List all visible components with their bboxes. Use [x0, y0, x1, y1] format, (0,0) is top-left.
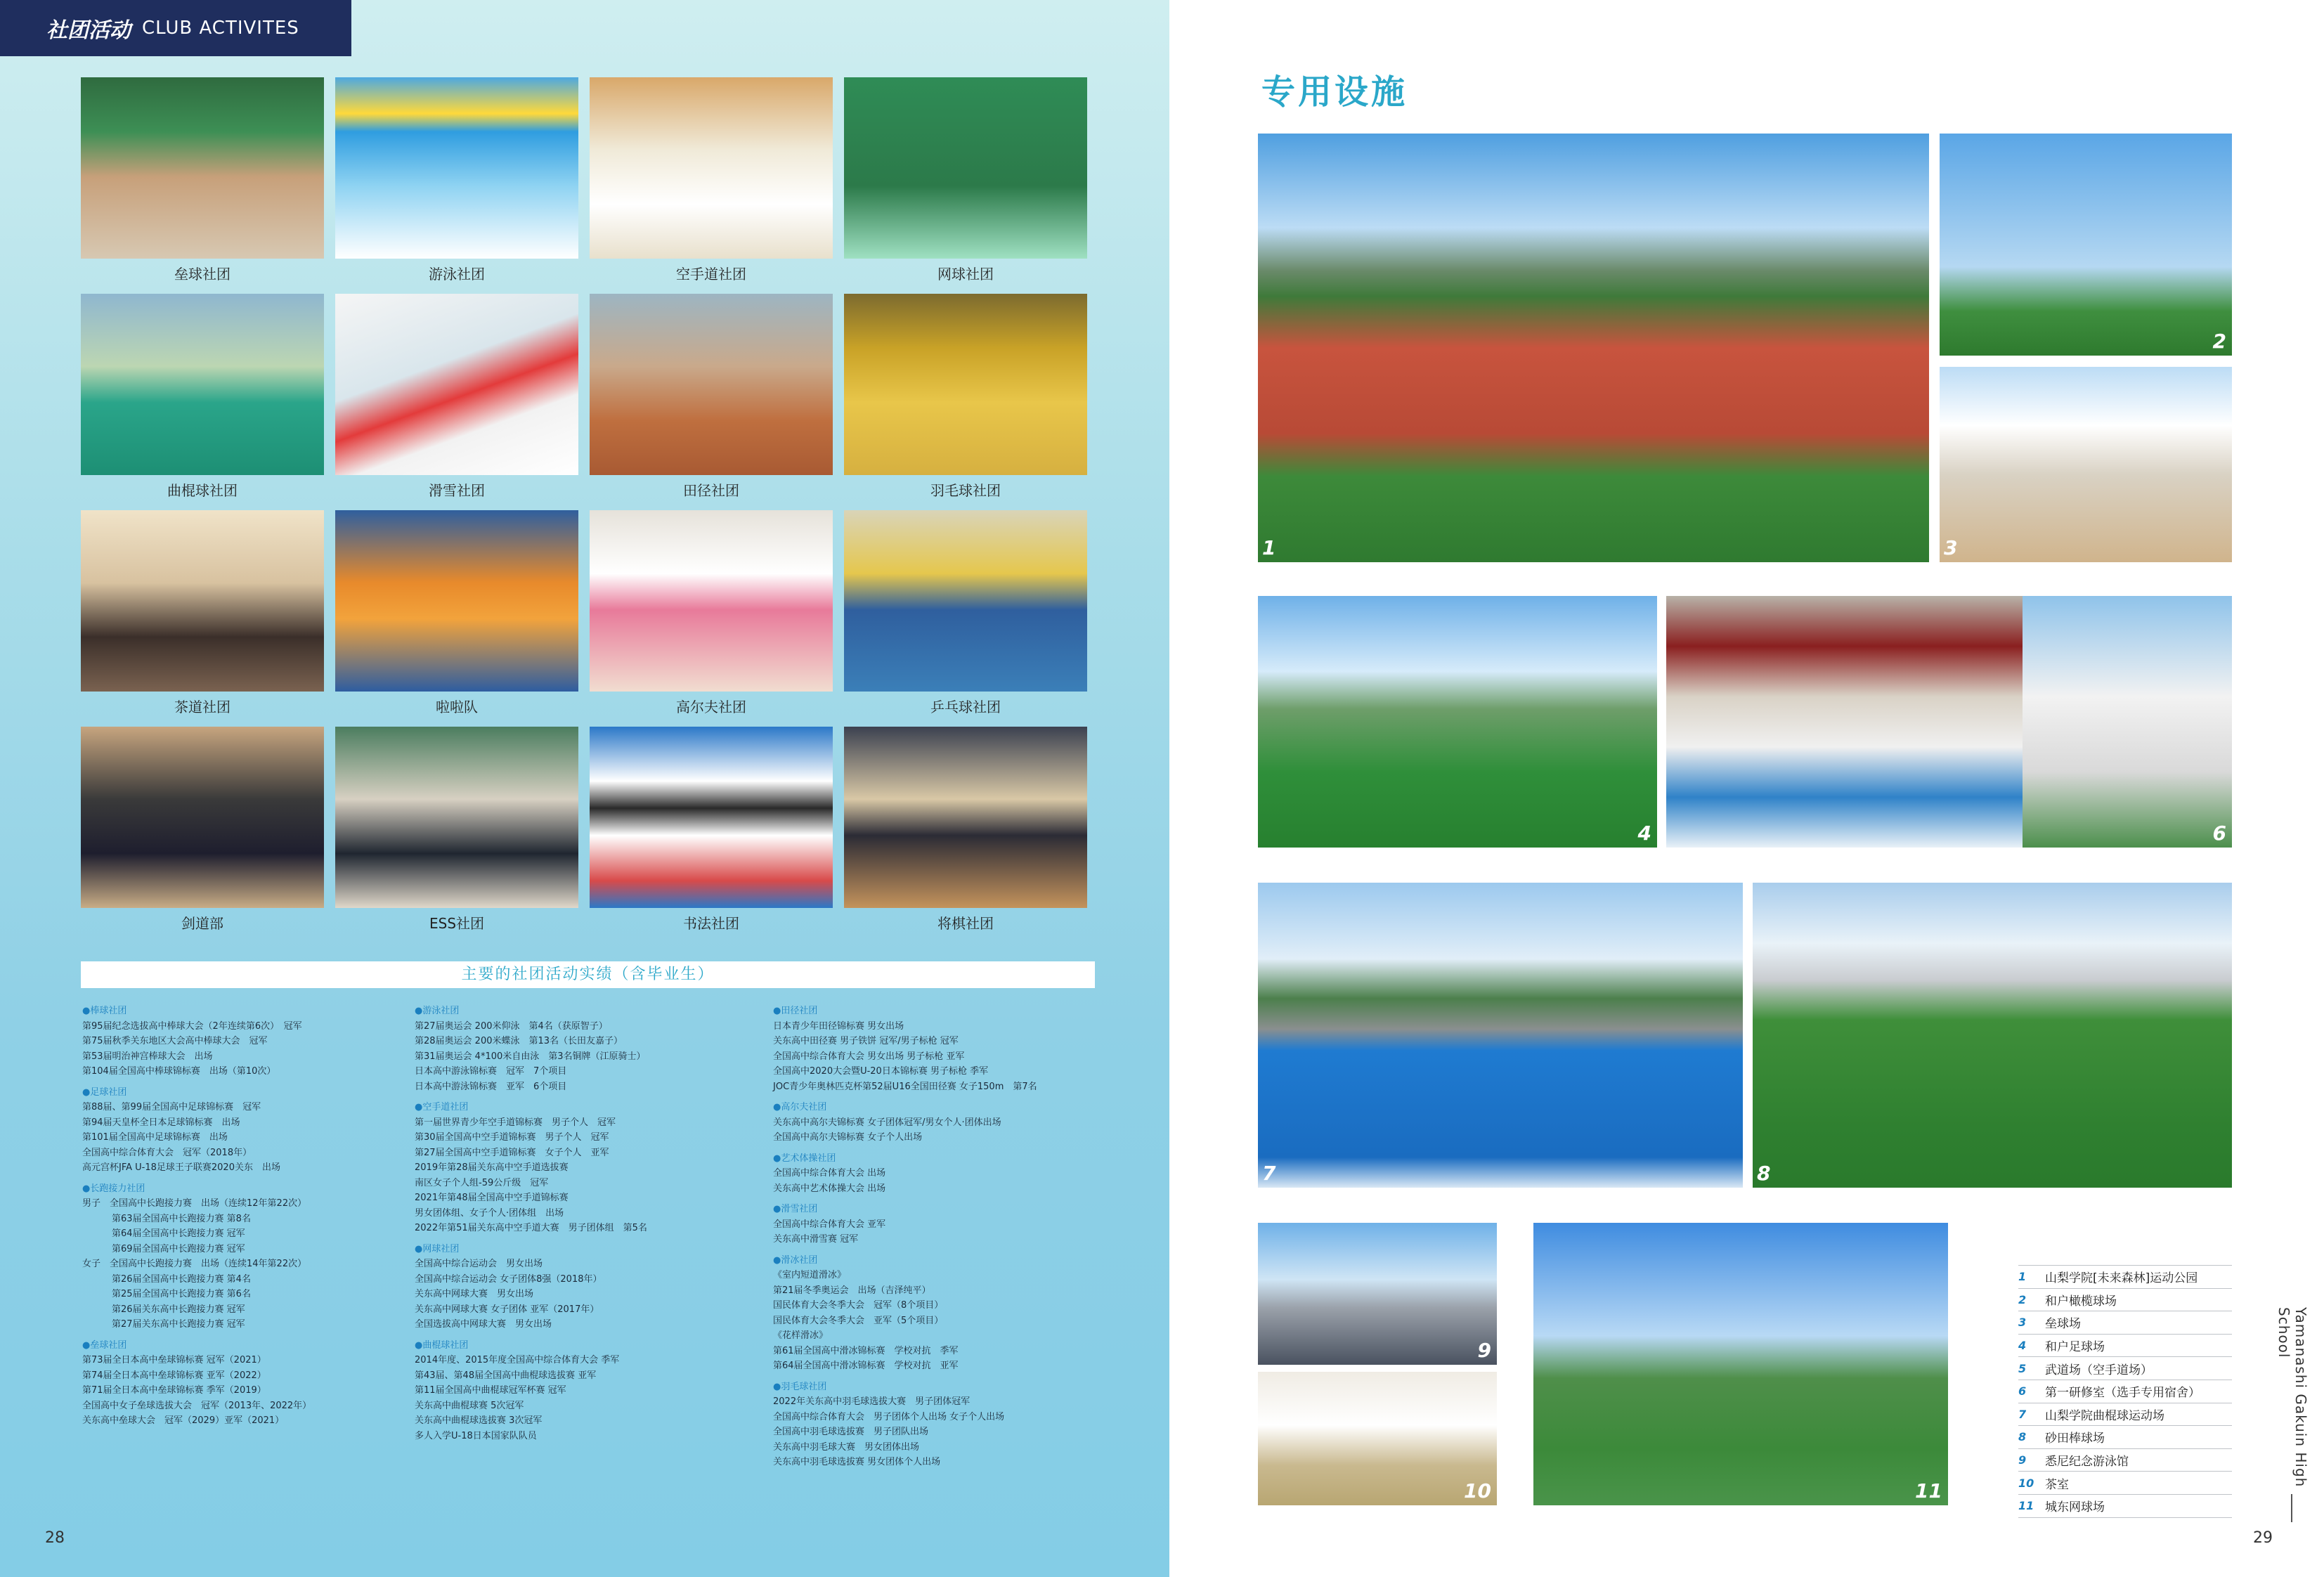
- results-line: JOC青少年奥林匹克杯第52届U16全国田径赛 女子150m 第7名: [773, 1081, 1037, 1092]
- results-line: 男女团体组、女子个人·团体组 出场: [415, 1207, 564, 1219]
- results-line: 第27届全国高中空手道锦标赛 女子个人 亚军: [415, 1147, 609, 1158]
- club-card: [335, 77, 578, 294]
- club-caption: 垒球社团: [174, 266, 231, 283]
- club-photo-track: [590, 294, 833, 475]
- legend-number: 6: [2018, 1384, 2027, 1398]
- legend-number: 9: [2018, 1453, 2027, 1467]
- section-header: [0, 0, 351, 56]
- club-photo-swimming: [335, 77, 578, 259]
- facility-number: 8: [1757, 1162, 1771, 1185]
- legend-label: 垒球场: [2045, 1317, 2081, 1332]
- legend-label: 悉尼纪念游泳馆: [2045, 1455, 2129, 1469]
- facility-legend: [2018, 1265, 2232, 1518]
- results-line: 第27届关东高中长跑接力赛 冠军: [112, 1319, 245, 1330]
- legend-number: 10: [2018, 1476, 2034, 1490]
- facility-number: 9: [1477, 1339, 1491, 1362]
- facility-number: 4: [1637, 822, 1651, 845]
- club-photo-ess: [335, 727, 578, 908]
- legend-number: 5: [2018, 1361, 2027, 1375]
- results-line: 第104届全国高中棒球锦标赛 出场（第10次）: [82, 1066, 276, 1077]
- legend-label: 砂田棒球场: [2045, 1432, 2105, 1446]
- results-line: 全国高中综合运动会 女子团体8强（2018年）: [415, 1273, 602, 1285]
- results-line: 第21届冬季奥运会 出场（吉泽纯平）: [773, 1285, 931, 1296]
- legend-label: 第一研修室（选手专用宿舍）: [2045, 1386, 2200, 1401]
- club-card: [335, 727, 578, 943]
- results-line: 第64届全国高中长跑接力赛 冠军: [112, 1228, 245, 1239]
- results-line: 男子 全国高中长跑接力赛 出场（连续12年第22次）: [82, 1198, 307, 1209]
- results-line: 全国高中综合体育大会 男女出场 男子标枪 亚军: [773, 1051, 965, 1062]
- results-line: 关东高中羽毛球大赛 男女团体出场: [773, 1441, 920, 1453]
- results-line: 全国高中综合体育大会 冠军（2018年）: [82, 1147, 252, 1158]
- results-column-2: [415, 1004, 745, 1443]
- club-card: [590, 77, 833, 294]
- results-line: 第28届奥运会 200米蝶泳 第13名（长田友嘉子）: [415, 1036, 623, 1046]
- header-title-en: CLUB ACTIVITES: [142, 18, 299, 39]
- results-line: 第71届全日本高中垒球锦标赛 季军（2019）: [82, 1385, 266, 1396]
- club-photo-softball: [81, 77, 324, 259]
- legend-number: 2: [2018, 1292, 2027, 1306]
- results-section-head: ●棒球社团: [82, 1006, 127, 1016]
- results-section-head: ●网球社团: [415, 1243, 460, 1254]
- club-card: [81, 510, 324, 727]
- results-line: 南区女子个人组-59公斤级 冠军: [415, 1177, 549, 1188]
- results-line: 国民体育大会冬季大会 冠军（8个项目）: [773, 1300, 944, 1311]
- club-card: [590, 294, 833, 510]
- legend-item: [2018, 1335, 2232, 1358]
- club-photo-kendo: [81, 727, 324, 908]
- legend-label: 城东网球场: [2045, 1500, 2105, 1515]
- legend-number: 3: [2018, 1316, 2027, 1330]
- facility-photo-4: [1258, 596, 1657, 848]
- results-line: 2019年第28届关东高中空手道选拔赛: [415, 1162, 569, 1173]
- club-caption: 滑雪社团: [429, 482, 485, 499]
- club-caption: 高尔夫社团: [676, 699, 746, 715]
- legend-label: 茶室: [2045, 1477, 2069, 1492]
- facility-photo-8: [1753, 883, 2232, 1188]
- results-line: 2014年度、2015年度全国高中综合体育大会 季军: [415, 1355, 620, 1365]
- club-photo-tea-ceremony: [81, 510, 324, 692]
- results-line: 第63届全国高中长跑接力赛 第8名: [112, 1213, 251, 1224]
- header-title-zh: 社团活动: [46, 18, 131, 43]
- results-line: 全国高中2020大会暨U-20日本锦标赛 男子标枪 季军: [773, 1066, 989, 1077]
- legend-number: 11: [2018, 1499, 2034, 1513]
- club-caption: 书法社团: [683, 915, 739, 932]
- results-section-head: ●田径社团: [773, 1006, 818, 1016]
- results-line: 关东高中曲棍球赛 5次冠军: [415, 1400, 524, 1411]
- legend-number: 4: [2018, 1339, 2027, 1353]
- legend-item: [2018, 1426, 2232, 1449]
- results-line: 关东高中高尔夫锦标赛 女子团体冠军/男女个人·团体出场: [773, 1117, 1001, 1128]
- club-caption: 羽毛球社团: [930, 482, 1001, 499]
- facility-photo-5: [1666, 596, 2061, 848]
- results-line: 关东高中艺术体操大会 出场: [773, 1183, 886, 1194]
- results-line: 国民体育大会冬季大会 亚军（5个项目）: [773, 1315, 944, 1326]
- facility-number: 3: [1944, 536, 1958, 559]
- results-line: 日本高中游泳锦标赛 亚军 6个项目: [415, 1081, 567, 1092]
- results-line: 《室内短道滑冰》: [773, 1270, 847, 1280]
- facility-number: 6: [2212, 822, 2226, 845]
- results-line: 日本高中游泳锦标赛 冠军 7个项目: [415, 1066, 567, 1077]
- results-title: 主要的社团活动实绩（含毕业生）: [81, 961, 1095, 988]
- club-photo-hockey: [81, 294, 324, 475]
- legend-label: 和户足球场: [2045, 1340, 2105, 1355]
- results-line: 第74届全日本高中垒球锦标赛 亚军（2022）: [82, 1370, 266, 1381]
- results-line: 第30届全国高中空手道锦标赛 男子个人 冠军: [415, 1132, 609, 1143]
- results-line: 第11届全国高中曲棍球冠军杯赛 冠军: [415, 1385, 566, 1396]
- facility-photo-9: [1258, 1223, 1497, 1365]
- results-column-3: [773, 1004, 1138, 1470]
- club-caption: ESS社团: [429, 915, 485, 932]
- results-line: 全国高中综合运动会 男女出场: [415, 1259, 543, 1269]
- results-section-head: ●艺术体操社团: [773, 1153, 836, 1164]
- club-photo-table-tennis: [844, 510, 1087, 692]
- club-photo-grid: [81, 77, 1086, 943]
- results-section-head: ●足球社团: [82, 1086, 127, 1098]
- club-caption: 乒乓球社团: [930, 699, 1001, 715]
- results-line: 关东高中滑雪赛 冠军: [773, 1234, 859, 1245]
- results-line: 第64届全国高中滑冰锦标赛 学校对抗 亚军: [773, 1361, 959, 1371]
- results-line: 第94届天皇杯全日本足球锦标赛 出场: [82, 1117, 240, 1128]
- legend-item: [2018, 1495, 2232, 1518]
- results-line: 第27届奥运会 200米仰泳 第4名（获原智子）: [415, 1020, 608, 1032]
- results-line: 全国高中羽毛球选拔赛 男子团队出场: [773, 1427, 929, 1437]
- results-column-1: [82, 1004, 391, 1429]
- results-line: 第88届、第99届全国高中足球锦标赛 冠军: [82, 1102, 261, 1112]
- results-line: 第一届世界青少年空手道锦标赛 男子个人 冠军: [415, 1117, 616, 1128]
- legend-label: 山梨学院[未来森林]运动公园: [2045, 1271, 2198, 1286]
- results-line: 全国高中综合体育大会 出场: [773, 1168, 886, 1179]
- results-line: 全国高中女子垒球选拔大会 冠军（2013年、2022年）: [82, 1400, 312, 1411]
- results-section-head: ●滑冰社团: [773, 1254, 818, 1266]
- club-card: [590, 727, 833, 943]
- facility-number: 10: [1464, 1479, 1491, 1503]
- club-caption: 田径社团: [683, 482, 739, 499]
- results-line: 关东高中网球大赛 男女出场: [415, 1289, 534, 1299]
- club-photo-calligraphy: [590, 727, 833, 908]
- facility-photo-11: [1533, 1223, 1948, 1505]
- facility-number: 1: [1262, 536, 1276, 559]
- results-line: 关东高中垒球大会 冠军（2029）亚军（2021）: [82, 1415, 285, 1426]
- club-card: [335, 510, 578, 727]
- results-line: 全国高中综合体育大会 男子团体个人出场 女子个人出场: [773, 1411, 1005, 1422]
- results-section-head: ●滑雪社团: [773, 1204, 818, 1214]
- results-line: 女子 全国高中长跑接力赛 出场（连续14年第22次）: [82, 1259, 307, 1269]
- facility-photo-3: [1940, 367, 2232, 562]
- results-section-head: ●空手道社团: [415, 1102, 469, 1112]
- legend-item: [2018, 1357, 2232, 1380]
- legend-item: [2018, 1289, 2232, 1312]
- legend-item: [2018, 1265, 2232, 1289]
- results-line: 2022年关东高中羽毛球选拔大赛 男子团体冠军: [773, 1396, 971, 1407]
- results-line: 《花样滑冰》: [773, 1330, 829, 1341]
- page-number-right: 29: [2253, 1529, 2273, 1547]
- legend-label: 武道场（空手道场）: [2045, 1363, 2153, 1377]
- club-caption: 空手道社团: [676, 266, 746, 283]
- results-line: 2022年第51届关东高中空手道大赛 男子团体组 第5名: [415, 1223, 647, 1233]
- club-caption: 将棋社团: [937, 915, 994, 932]
- results-line: 第69届全国高中长跑接力赛 冠军: [112, 1243, 245, 1254]
- results-line: 关东高中田径赛 男子铁饼 冠军/男子标枪 冠军: [773, 1036, 959, 1046]
- club-caption: 剑道部: [181, 915, 223, 932]
- facilities-title: 专用设施: [1261, 72, 1408, 112]
- results-line: 第53届明治神宫棒球大会 出场: [82, 1051, 213, 1062]
- results-line: 第26届关东高中长跑接力赛 冠军: [112, 1304, 245, 1315]
- legend-label: 山梨学院曲棍球运动场: [2045, 1408, 2164, 1423]
- club-caption: 茶道社团: [174, 699, 231, 715]
- legend-number: 7: [2018, 1407, 2027, 1421]
- club-photo-tennis: [844, 77, 1087, 259]
- facility-photo-1: [1258, 134, 1929, 562]
- results-line: 高元宫杯JFA U-18足球王子联赛2020关东 出场: [82, 1162, 280, 1173]
- results-line: 第43届、第48届全国高中曲棍球选拔赛 亚军: [415, 1370, 597, 1381]
- results-line: 关东高中曲棍球选拔赛 3次冠军: [415, 1415, 543, 1426]
- results-line: 第31届奥运会 4*100米自由泳 第3名铜牌（江原骑士）: [415, 1051, 646, 1062]
- facility-number: 11: [1915, 1479, 1942, 1503]
- results-line: 第95届纪念选拔高中棒球大会（2年连续第6次） 冠军: [82, 1020, 302, 1032]
- facility-number: 2: [2212, 330, 2226, 353]
- club-photo-badminton: [844, 294, 1087, 475]
- facility-number: 7: [1262, 1162, 1276, 1185]
- results-section-head: ●羽毛球社团: [773, 1381, 827, 1392]
- club-card: [844, 77, 1087, 294]
- results-line: 2021年第48届全国高中空手道锦标赛: [415, 1193, 569, 1203]
- legend-item: [2018, 1403, 2232, 1427]
- legend-label: 和户橄榄球场: [2045, 1294, 2117, 1309]
- results-line: 关东高中羽毛球选拔赛 男女团体个人出场: [773, 1457, 941, 1467]
- results-section-head: ●长跑接力社团: [82, 1183, 145, 1194]
- club-photo-golf: [590, 510, 833, 692]
- club-caption: 游泳社团: [429, 266, 485, 283]
- club-card: [844, 510, 1087, 727]
- results-line: 第75届秋季关东地区大会高中棒球大会 冠军: [82, 1036, 268, 1046]
- club-card: [81, 727, 324, 943]
- results-line: 第26届全国高中长跑接力赛 第4名: [112, 1273, 251, 1285]
- results-section-head: ●垒球社团: [82, 1339, 127, 1351]
- facility-photo-2: [1940, 134, 2232, 356]
- legend-item: [2018, 1449, 2232, 1472]
- club-photo-ski: [335, 294, 578, 475]
- club-card: [81, 294, 324, 510]
- results-line: 多人入学U-18日本国家队队员: [415, 1430, 537, 1441]
- page-number-left: 28: [45, 1529, 65, 1547]
- school-name-vertical: Yamanashi Gakuin High School: [2276, 1307, 2309, 1488]
- results-line: 全国高中综合体育大会 亚军: [773, 1219, 886, 1230]
- results-section-head: ●高尔夫社团: [773, 1102, 827, 1112]
- results-line: 第101届全国高中足球锦标赛 出场: [82, 1132, 228, 1143]
- results-line: 第25届全国高中长跑接力赛 第6名: [112, 1289, 251, 1299]
- club-caption: 啦啦队: [436, 699, 478, 715]
- club-caption: 网球社团: [937, 266, 994, 283]
- facility-photo-7: [1258, 883, 1743, 1188]
- vertical-divider: [2291, 1494, 2292, 1522]
- club-card: [81, 77, 324, 294]
- club-card: [335, 294, 578, 510]
- facility-photo-6: [2023, 596, 2232, 848]
- club-card: [844, 727, 1087, 943]
- legend-number: 8: [2018, 1430, 2027, 1444]
- results-line: 全国高中高尔夫锦标赛 女子个人出场: [773, 1132, 923, 1143]
- legend-number: 1: [2018, 1270, 2027, 1284]
- club-card: [590, 510, 833, 727]
- results-section-head: ●游泳社团: [415, 1006, 460, 1016]
- results-line: 日本青少年田径锦标赛 男女出场: [773, 1020, 904, 1032]
- club-photo-shogi: [844, 727, 1087, 908]
- legend-item: [2018, 1380, 2232, 1403]
- club-photo-cheer: [335, 510, 578, 692]
- legend-item: [2018, 1472, 2232, 1495]
- club-caption: 曲棍球社团: [167, 482, 238, 499]
- results-line: 第73届全日本高中垒球锦标赛 冠军（2021）: [82, 1355, 266, 1365]
- results-section-head: ●曲棍球社团: [415, 1339, 469, 1351]
- club-photo-karate: [590, 77, 833, 259]
- legend-item: [2018, 1311, 2232, 1335]
- results-line: 全国选拔高中网球大赛 男女出场: [415, 1319, 552, 1330]
- facility-photo-10: [1258, 1372, 1497, 1505]
- results-line: 关东高中网球大赛 女子团体 亚军（2017年）: [415, 1304, 599, 1315]
- club-card: [844, 294, 1087, 510]
- results-line: 第61届全国高中滑冰锦标赛 学校对抗 季军: [773, 1345, 959, 1356]
